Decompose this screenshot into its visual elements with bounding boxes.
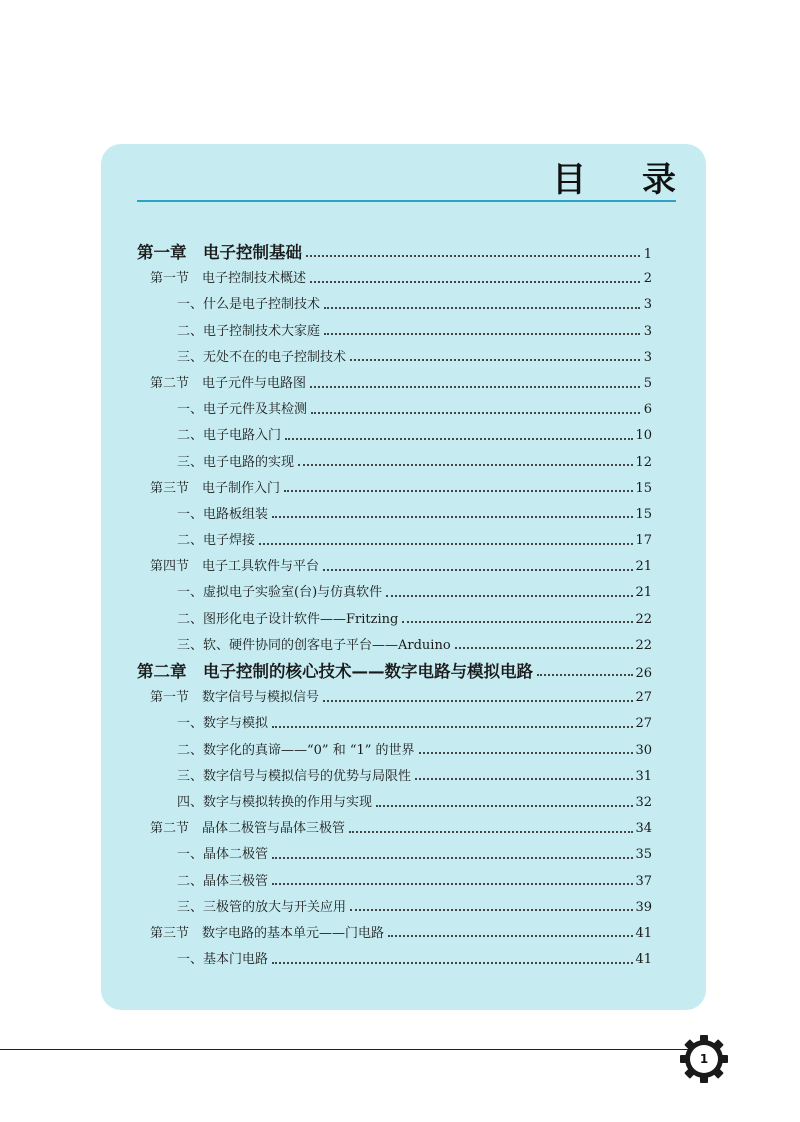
dot-leader	[284, 489, 633, 492]
toc-entry-page: 12	[635, 454, 652, 470]
toc-entry-label: 三、三极管的放大与开关应用	[177, 899, 347, 915]
toc-entry-label: 二、电子电路入门	[177, 428, 282, 444]
toc-subsection[interactable]	[137, 528, 652, 554]
dot-leader	[455, 646, 634, 649]
toc-entry-page: 30	[635, 742, 652, 758]
toc-entry-label: 第一节 电子控制技术概述	[150, 271, 307, 287]
toc-entry-label: 第二章 电子控制的核心技术——数字电路与模拟电路	[137, 662, 533, 681]
toc-entry-label: 三、数字信号与模拟信号的优势与局限性	[177, 768, 412, 784]
toc-subsection[interactable]	[137, 319, 652, 345]
toc-entry-label: 第一节 数字信号与模拟信号	[150, 690, 320, 706]
toc-entry-page: 35	[635, 847, 652, 863]
toc-subsection[interactable]	[137, 764, 652, 790]
dot-leader	[537, 673, 633, 676]
toc-subsection[interactable]	[137, 633, 652, 659]
toc-section[interactable]	[137, 554, 652, 580]
toc-subsection[interactable]	[137, 947, 652, 973]
toc-entry-page: 3	[643, 323, 652, 339]
toc-entry-label: 三、无处不在的电子控制技术	[177, 349, 347, 365]
toc-section[interactable]	[137, 371, 652, 397]
toc-entry-page: 15	[635, 506, 652, 522]
toc-chapter[interactable]	[137, 659, 652, 685]
toc-subsection[interactable]	[137, 423, 652, 449]
toc-entry-page: 39	[635, 899, 652, 915]
dot-leader	[285, 437, 633, 440]
dot-leader	[376, 804, 633, 807]
dot-leader	[350, 358, 640, 361]
toc-entry-page: 41	[635, 952, 652, 968]
toc-subsection[interactable]	[137, 580, 652, 606]
toc-entry-page: 2	[643, 271, 652, 287]
toc-entry-page: 41	[635, 925, 652, 941]
toc-subsection[interactable]	[137, 711, 652, 737]
toc-entry-page: 22	[635, 637, 652, 653]
toc-entry-label: 二、晶体三极管	[177, 873, 269, 889]
dot-leader	[298, 463, 633, 466]
toc-title: 目 录	[552, 160, 698, 200]
toc-subsection[interactable]	[137, 842, 652, 868]
footer-divider	[0, 1049, 690, 1050]
toc-subsection[interactable]	[137, 895, 652, 921]
toc-entry-page: 34	[635, 821, 652, 837]
toc-entry-label: 第三节 电子制作入门	[150, 480, 281, 496]
toc-entry-page: 1	[643, 247, 652, 262]
dot-leader	[310, 280, 640, 283]
toc-entry-page: 15	[635, 480, 652, 496]
dot-leader	[310, 385, 640, 388]
toc-entry-label: 二、图形化电子设计软件——Fritzing	[177, 611, 399, 627]
dot-leader	[306, 254, 640, 257]
toc-entry-label: 三、软、硬件协同的创客电子平台——Arduino	[177, 637, 451, 653]
dot-leader	[272, 515, 633, 518]
toc-entry-page: 37	[635, 873, 652, 889]
dot-leader	[324, 332, 640, 335]
dot-leader	[388, 934, 633, 937]
toc-section[interactable]	[137, 266, 652, 292]
toc-entry-page: 21	[635, 585, 652, 601]
toc-entry-label: 第一章 电子控制基础	[137, 243, 302, 262]
toc-entry-label: 二、数字化的真谛——“0” 和 “1” 的世界	[177, 742, 415, 758]
toc-entry-page: 5	[643, 375, 652, 391]
dot-leader	[349, 830, 633, 833]
toc-section[interactable]	[137, 921, 652, 947]
toc-entry-page: 22	[635, 611, 652, 627]
toc-entry-page: 31	[635, 768, 652, 784]
toc-entry-label: 二、电子焊接	[177, 533, 256, 549]
dot-leader	[419, 751, 634, 754]
dot-leader	[272, 882, 633, 885]
toc-entry-page: 3	[643, 297, 652, 313]
toc-entry-page: 32	[635, 794, 652, 810]
dot-leader	[323, 699, 633, 702]
toc-subsection[interactable]	[137, 502, 652, 528]
toc-entry-page: 21	[635, 559, 652, 575]
toc-entry-label: 一、电子元件及其检测	[177, 402, 308, 418]
toc-entry-page: 27	[635, 716, 652, 732]
dot-leader	[415, 777, 633, 780]
toc-entry-label: 四、数字与模拟转换的作用与实现	[177, 794, 373, 810]
toc-entry-label: 一、数字与模拟	[177, 716, 269, 732]
toc-section[interactable]	[137, 685, 652, 711]
toc-entry-label: 一、基本门电路	[177, 952, 269, 968]
toc-entry-label: 一、电路板组装	[177, 506, 269, 522]
dot-leader	[323, 568, 633, 571]
toc-subsection[interactable]	[137, 292, 652, 318]
toc-entry-page: 27	[635, 690, 652, 706]
toc-subsection[interactable]	[137, 790, 652, 816]
dot-leader	[350, 908, 633, 911]
dot-leader	[324, 306, 640, 309]
toc-entry-page: 26	[635, 666, 652, 681]
dot-leader	[311, 411, 640, 414]
toc-subsection[interactable]	[137, 738, 652, 764]
toc-entry-label: 二、电子控制技术大家庭	[177, 323, 321, 339]
dot-leader	[402, 620, 633, 623]
toc-entry-label: 一、虚拟电子实验室(台)与仿真软件	[177, 585, 383, 601]
toc-chapter[interactable]	[137, 240, 652, 266]
toc-entry-label: 第二节 晶体二极管与晶体三极管	[150, 821, 346, 837]
toc-list	[137, 240, 652, 973]
page-number: 1	[699, 1052, 709, 1066]
toc-subsection[interactable]	[137, 397, 652, 423]
toc-section[interactable]	[137, 816, 652, 842]
dot-leader	[272, 725, 633, 728]
toc-entry-page: 6	[643, 402, 652, 418]
toc-subsection[interactable]	[137, 607, 652, 633]
toc-subsection[interactable]	[137, 345, 652, 371]
toc-entry-page: 3	[643, 349, 652, 365]
toc-entry-label: 第三节 数字电路的基本单元——门电路	[150, 925, 385, 941]
toc-entry-label: 一、晶体二极管	[177, 847, 269, 863]
toc-entry-page: 10	[635, 428, 652, 444]
title-divider	[137, 200, 676, 202]
dot-leader	[386, 594, 633, 597]
dot-leader	[259, 542, 633, 545]
toc-subsection[interactable]	[137, 450, 652, 476]
toc-entry-label: 三、电子电路的实现	[177, 454, 295, 470]
toc-section[interactable]	[137, 476, 652, 502]
toc-entry-label: 一、什么是电子控制技术	[177, 297, 321, 313]
toc-subsection[interactable]	[137, 869, 652, 895]
toc-panel	[101, 144, 706, 1010]
dot-leader	[272, 856, 633, 859]
toc-entry-label: 第二节 电子元件与电路图	[150, 375, 307, 391]
toc-entry-page: 17	[635, 533, 652, 549]
dot-leader	[272, 961, 633, 964]
toc-entry-label: 第四节 电子工具软件与平台	[150, 559, 320, 575]
